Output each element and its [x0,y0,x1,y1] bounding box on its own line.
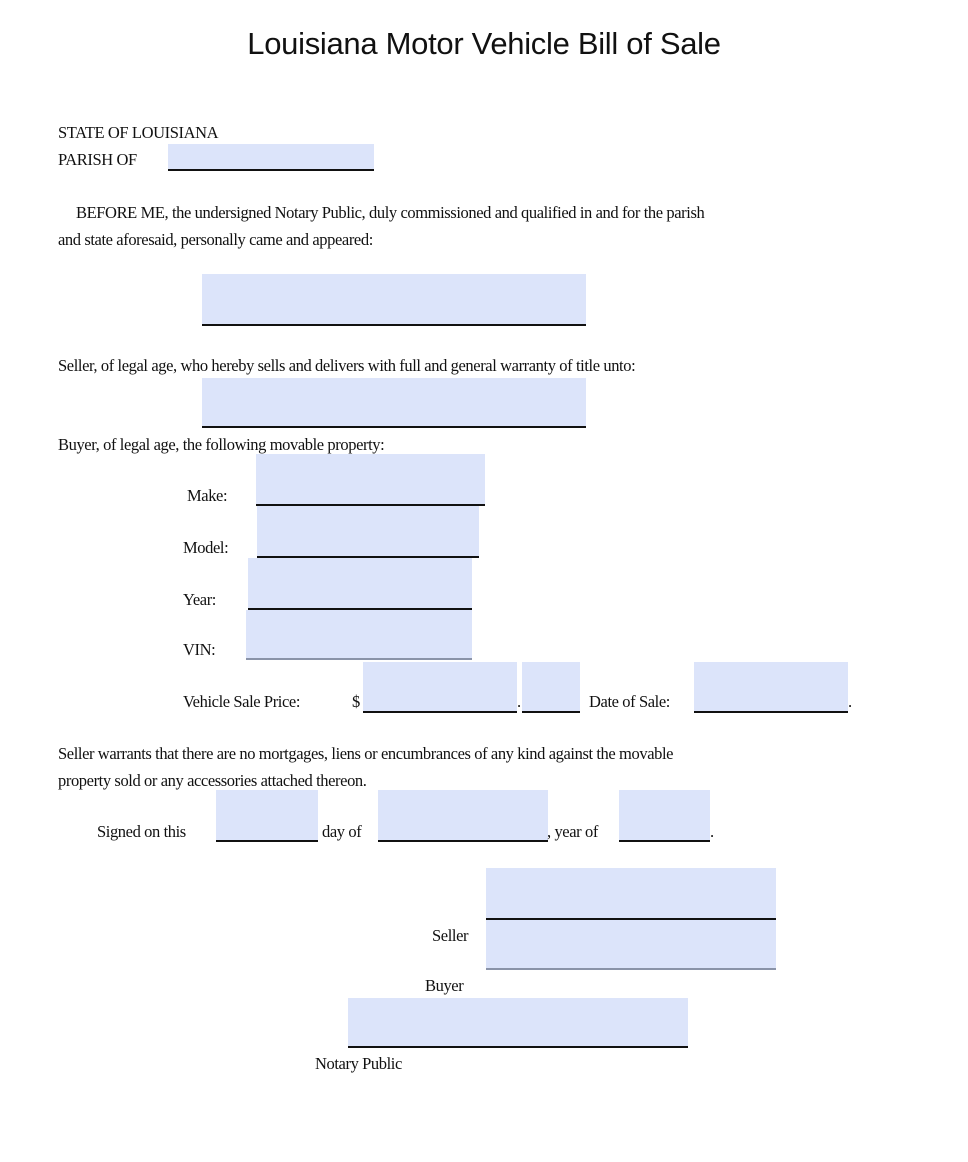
parish-label: PARISH OF [58,150,137,169]
date-end-period: . [848,692,852,711]
notary-signature-label: Notary Public [315,1054,402,1073]
make-field[interactable] [256,454,485,506]
seller-signature-label: Seller [432,926,469,945]
year-label: Year: [183,590,216,609]
parish-field[interactable] [168,144,374,171]
vin-label: VIN: [183,640,216,659]
warranty-text-line2: property sold or any accessories attached thereon. [58,771,367,790]
notary-signature-field[interactable] [348,998,688,1048]
decimal-point: . [517,692,521,711]
model-field[interactable] [257,506,479,558]
day-of-label: day of [322,822,362,841]
warranty-text-line1: Seller warrants that there are no mortgages, liens or encumbrances of any kind against the movable [58,744,674,763]
buyer-name-field[interactable] [202,378,586,428]
sale-price-label: Vehicle Sale Price: [183,692,301,711]
price-dollars-field[interactable] [363,662,517,713]
state-line: STATE OF LOUISIANA [58,123,219,142]
intro-text-line2: and state aforesaid, personally came and appeared: [58,230,373,249]
seller-signature-field[interactable] [486,868,776,920]
year-field[interactable] [248,558,472,610]
signed-prefix: Signed on this [97,822,186,841]
date-of-sale-field[interactable] [694,662,848,713]
currency-symbol: $ [352,692,360,711]
year-of-label: , year of [547,822,598,841]
document-title: Louisiana Motor Vehicle Bill of Sale [247,26,721,61]
buyer-clause: Buyer, of legal age, the following movable property: [58,435,385,454]
intro-text-line1: BEFORE ME, the undersigned Notary Public, duly commissioned and qualified in and for the parish [76,203,705,222]
seller-name-field[interactable] [202,274,586,326]
signed-year-field[interactable] [619,790,710,842]
price-cents-field[interactable] [522,662,580,713]
buyer-signature-label: Buyer [425,976,464,995]
signed-month-field[interactable] [378,790,548,842]
make-label: Make: [187,486,228,505]
signed-end-period: . [710,822,714,841]
signed-day-field[interactable] [216,790,318,842]
seller-clause: Seller, of legal age, who hereby sells and delivers with full and general warranty of title unto: [58,356,636,375]
vin-field[interactable] [246,610,472,660]
buyer-signature-field[interactable] [486,920,776,970]
model-label: Model: [183,538,229,557]
date-of-sale-label: Date of Sale: [589,692,670,711]
